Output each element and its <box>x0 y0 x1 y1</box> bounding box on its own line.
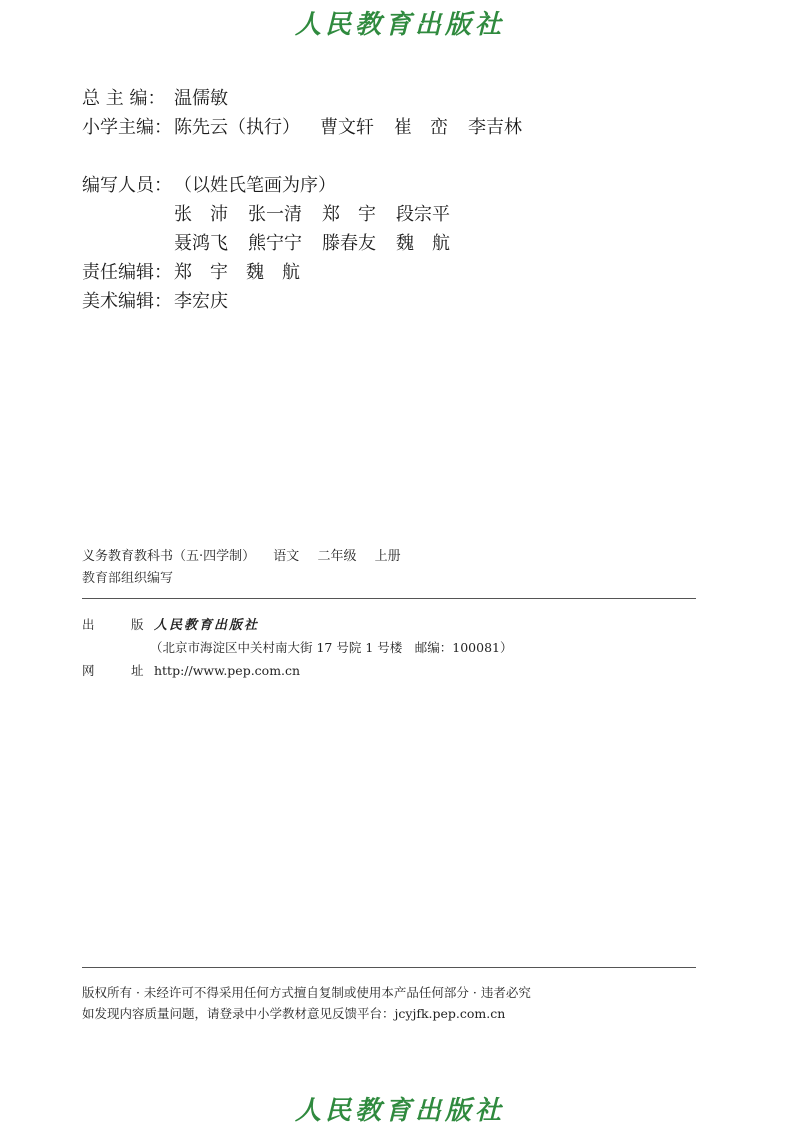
writer-name: 魏 航 <box>396 233 450 254</box>
website-label: 网 址 <box>82 663 156 678</box>
art-editor-label: 美术编辑： <box>82 291 172 312</box>
compiled-by: 教育部组织编写 <box>82 571 174 586</box>
art-editor-name: 李宏庆 <box>174 291 228 312</box>
writer-name: 熊宁宁 <box>248 233 302 254</box>
divider <box>82 598 696 599</box>
divider <box>82 967 696 968</box>
book-volume: 上册 <box>374 549 401 564</box>
book-grade: 二年级 <box>317 549 357 564</box>
publisher-logo-top: 人民教育出版社 <box>294 10 505 40</box>
writer-name: 张一清 <box>248 204 302 225</box>
writer-name: 滕春友 <box>322 233 376 254</box>
art-editor-row <box>82 287 542 316</box>
book-title-line <box>82 545 415 564</box>
writer-name: 段宗平 <box>396 204 450 225</box>
chief-editor-row <box>82 84 542 113</box>
primary-editor-other: 崔 峦 <box>394 117 448 138</box>
primary-editor-row <box>82 113 542 142</box>
feedback-notice: 如发现内容质量问题，请登录中小学教材意见反馈平台：jcyjfk.pep.com.cn <box>82 1006 506 1021</box>
responsible-editor-name: 郑 宇 魏 航 <box>174 262 300 283</box>
writers-note: （以姓氏笔画为序） <box>174 175 336 196</box>
writers-label: 编写人员： <box>82 175 172 196</box>
responsible-editor-label: 责任编辑： <box>82 262 172 283</box>
book-title: 义务教育教科书（五·四学制） <box>82 549 256 564</box>
writers-names-row <box>82 200 542 229</box>
book-subject: 语文 <box>273 549 300 564</box>
writer-name: 郑 宇 <box>322 204 376 225</box>
publisher-label: 出 版 <box>82 617 156 632</box>
primary-editor-label: 小学主编： <box>82 117 172 138</box>
primary-editor-name: 陈先云（执行） <box>174 117 300 138</box>
chief-editor-name: 温儒敏 <box>174 88 228 109</box>
publisher-address: （北京市海淀区中关村南大街 17 号院 1 号楼 邮编：100081） <box>150 640 513 655</box>
publisher-logo-bottom: 人民教育出版社 <box>294 1096 505 1126</box>
publisher-row <box>82 614 259 633</box>
responsible-editor-row <box>82 258 542 287</box>
chief-editor-label: 总 主 编： <box>82 88 166 109</box>
copyright-notice: 版权所有 · 未经许可不得采用任何方式擅自复制或使用本产品任何部分 · 违者必究 <box>82 985 531 1000</box>
publisher-logo-small: 人民教育出版社 <box>153 618 259 633</box>
primary-editor-other: 曹文轩 <box>320 117 374 138</box>
writer-name: 聂鸿飞 <box>174 233 228 254</box>
writers-names-row <box>82 229 542 258</box>
writers-row <box>82 171 542 200</box>
credits-block <box>82 84 542 316</box>
primary-editor-other: 李吉林 <box>468 117 522 138</box>
website-row <box>82 661 300 679</box>
writer-name: 张 沛 <box>174 204 228 225</box>
website-link[interactable]: http://www.pep.com.cn <box>153 663 301 678</box>
